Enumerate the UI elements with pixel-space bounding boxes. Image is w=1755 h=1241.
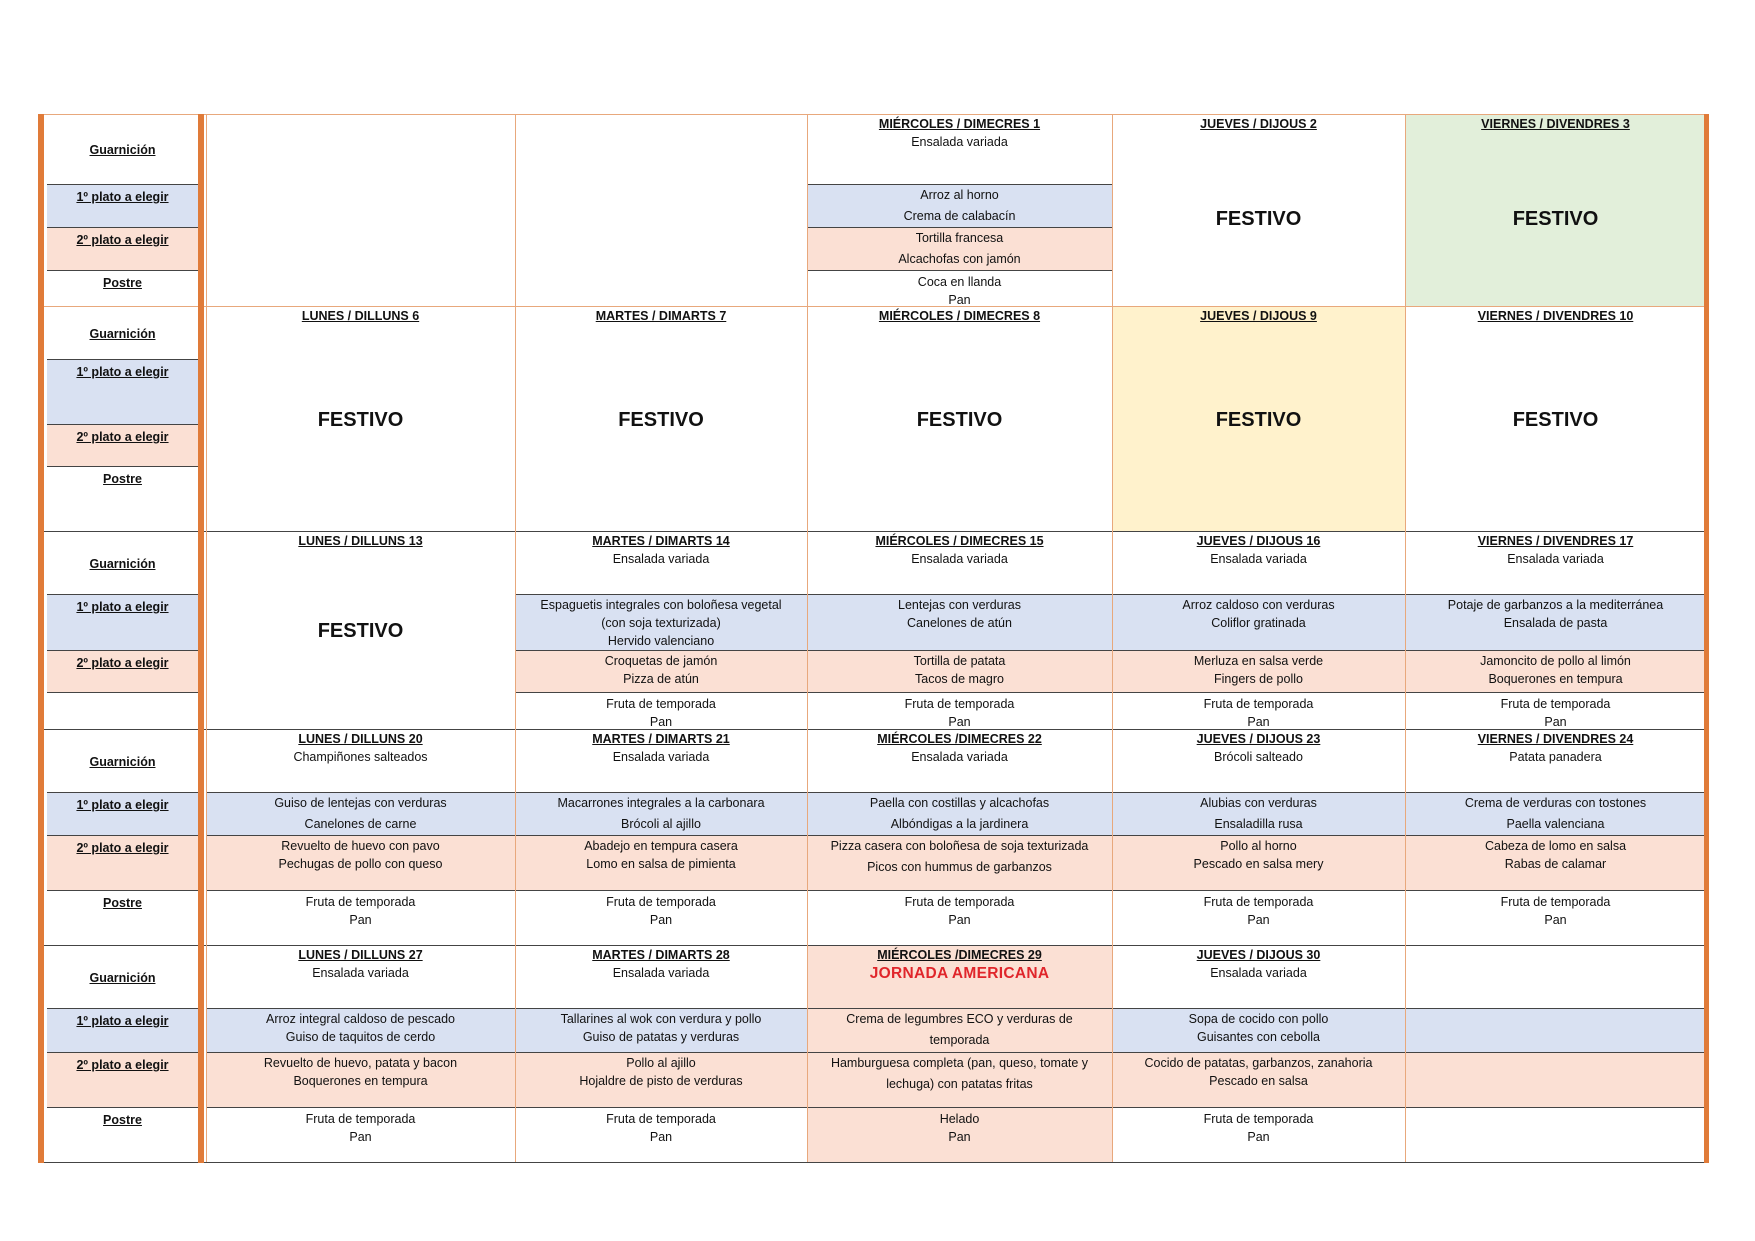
label-guarnicion: Guarnición — [89, 755, 156, 769]
label-row-line — [47, 650, 198, 651]
plato2-item: Rabas de calamar — [1504, 857, 1607, 871]
week-border — [40, 114, 1706, 115]
row-line — [1112, 1008, 1405, 1009]
postre-item: Pan — [649, 1130, 673, 1144]
postre-item: Fruta de temporada — [606, 1112, 716, 1126]
guarnicion-item: Ensalada variada — [1210, 966, 1307, 980]
row-line — [206, 890, 515, 891]
label-row-line — [47, 424, 198, 425]
label-row-line — [47, 227, 198, 228]
plato2-item: Fingers de pollo — [1214, 672, 1303, 686]
postre-item: Pan — [1544, 715, 1567, 729]
plato1-item: Potaje de garbanzos a la mediterránea — [1447, 598, 1664, 612]
row-line — [1405, 1008, 1706, 1009]
plato2-item: Hojaldre de pisto de verduras — [579, 1074, 743, 1088]
label-plato1: 1º plato a elegir — [76, 1014, 169, 1028]
row-line — [515, 890, 807, 891]
day-header: VIERNES / DIVENDRES 17 — [1477, 534, 1634, 548]
day-header: LUNES / DILLUNS 13 — [298, 534, 423, 548]
label-plato2: 2º plato a elegir — [76, 430, 169, 444]
plato2-item: Lomo en salsa de pimienta — [586, 857, 736, 871]
festivo-label: FESTIVO — [317, 409, 404, 431]
plato2-item: Jamoncito de pollo al limón — [1480, 654, 1631, 668]
plato1-item: Ensalada de pasta — [1503, 616, 1608, 630]
plato2-item: Boquerones en tempura — [293, 1074, 428, 1088]
label-plato2: 2º plato a elegir — [76, 1058, 169, 1072]
empty-band-plato2 — [1405, 1052, 1706, 1107]
postre-item: Pan — [948, 293, 971, 307]
empty-band-plato1 — [1405, 1008, 1706, 1052]
label-row-line — [47, 1052, 198, 1053]
day-header: MIÉRCOLES / DIMECRES 8 — [878, 309, 1041, 323]
label-row-line — [47, 1107, 198, 1108]
row-line — [1112, 1052, 1405, 1053]
row-line — [515, 792, 807, 793]
row-line — [807, 650, 1112, 651]
row-line — [515, 650, 807, 651]
guarnicion-item: Ensalada variada — [612, 966, 710, 980]
right-border-bar — [1704, 114, 1709, 1163]
row-line — [206, 1008, 515, 1009]
guarnicion-item: Ensalada variada — [1507, 552, 1604, 566]
column-line — [807, 114, 808, 1162]
sheet-bottom — [40, 1162, 1706, 1163]
postre-item: Fruta de temporada — [1500, 697, 1611, 711]
plato2-item: Merluza en salsa verde — [1193, 654, 1324, 668]
postre-item: Pan — [948, 1130, 971, 1144]
day-header: VIERNES / DIVENDRES 3 — [1481, 117, 1630, 131]
row-line — [807, 890, 1112, 891]
row-line — [807, 594, 1112, 595]
day-header: VIERNES / DIVENDRES 10 — [1477, 309, 1634, 323]
row-line — [1112, 890, 1405, 891]
row-line — [206, 1052, 515, 1053]
label-row-line — [47, 890, 198, 891]
day-header: MARTES / DIMARTS 14 — [592, 534, 730, 548]
label-postre: Postre — [103, 276, 142, 290]
guarnicion-item: Champiñones salteados — [293, 750, 428, 764]
plato1-item: (con soja texturizada) — [601, 616, 721, 630]
postre-item: Pan — [349, 913, 372, 927]
row-line — [1405, 650, 1706, 651]
plato1-item: Guiso de taquitos de cerdo — [285, 1030, 436, 1044]
plato1-item: Hervido valenciano — [607, 634, 715, 648]
festivo-label: FESTIVO — [1512, 409, 1599, 431]
plato1-item: Arroz caldoso con verduras — [1182, 598, 1335, 612]
label-row-line — [47, 270, 198, 271]
postre-item: Fruta de temporada — [904, 895, 1015, 909]
plato1-item: Paella con costillas y alcachofas — [869, 796, 1050, 810]
plato2-item: Croquetas de jamón — [604, 654, 718, 668]
plato1-item: Paella valenciana — [1506, 817, 1605, 831]
plato1-item: temporada — [929, 1033, 990, 1047]
row-line — [515, 1107, 807, 1108]
day-header: MARTES / DIMARTS 7 — [595, 309, 727, 323]
festivo-label: FESTIVO — [916, 409, 1003, 431]
plato2-item: Tortilla francesa — [915, 231, 1004, 245]
plato1-item: Coliflor gratinada — [1211, 616, 1306, 630]
plato2-item: Tortilla de patata — [913, 654, 1006, 668]
plato1-item: Lentejas con verduras — [898, 598, 1021, 612]
postre-item: Fruta de temporada — [1203, 697, 1314, 711]
plato1-item: Canelones de atún — [907, 616, 1012, 630]
day-header: MIÉRCOLES /DIMECRES 22 — [877, 732, 1042, 746]
plato2-item: Picos con hummus de garbanzos — [867, 860, 1052, 874]
row-line — [1405, 692, 1706, 693]
plato2-item: Pollo al horno — [1220, 839, 1297, 853]
plato1-item: Canelones de carne — [304, 817, 417, 831]
row-line — [1112, 792, 1405, 793]
left-border-bar — [38, 114, 44, 1163]
day-header: MIÉRCOLES / DIMECRES 15 — [875, 534, 1044, 548]
plato1-item: Crema de verduras con tostones — [1464, 796, 1647, 810]
label-plato2: 2º plato a elegir — [76, 656, 169, 670]
week-border — [40, 945, 1706, 946]
guarnicion-item: Ensalada variada — [1210, 552, 1307, 566]
plato2-item: Pollo al ajillo — [626, 1056, 696, 1070]
column-line — [515, 114, 516, 1162]
label-row-line — [47, 792, 198, 793]
row-line — [515, 1052, 807, 1053]
plato2-item: Pescado en salsa — [1209, 1074, 1308, 1088]
label-plato1: 1º plato a elegir — [76, 365, 169, 379]
label-row-line — [47, 594, 198, 595]
plato1-item: Arroz integral caldoso de pescado — [265, 1012, 455, 1026]
label-guarnicion: Guarnición — [89, 971, 156, 985]
row-line — [1405, 1107, 1706, 1108]
guarnicion-item: Ensalada variada — [612, 552, 710, 566]
plato2-item: Tacos de magro — [915, 672, 1004, 686]
row-line — [206, 1107, 515, 1108]
label-guarnicion: Guarnición — [89, 143, 156, 157]
plato2-item: Abadejo en tempura casera — [584, 839, 738, 853]
day-header: LUNES / DILLUNS 20 — [298, 732, 423, 746]
column-line — [1405, 114, 1406, 1162]
day-header: LUNES / DILLUNS 6 — [301, 309, 420, 323]
postre-item: Pan — [649, 715, 673, 729]
day-header: MIÉRCOLES / DIMECRES 1 — [878, 117, 1041, 131]
festivo-label: FESTIVO — [1215, 409, 1302, 431]
row-line — [807, 1052, 1112, 1053]
row-line — [807, 692, 1112, 693]
label-plato1: 1º plato a elegir — [76, 600, 169, 614]
row-line — [206, 792, 515, 793]
row-line — [1405, 890, 1706, 891]
row-line — [1405, 594, 1706, 595]
postre-item: Fruta de temporada — [1203, 1112, 1314, 1126]
festivo-label: FESTIVO — [1215, 208, 1302, 230]
jornada-label: JORNADA AMERICANA — [869, 965, 1050, 982]
label-row-line — [47, 835, 198, 836]
label-plato2: 2º plato a elegir — [76, 841, 169, 855]
row-line — [515, 692, 807, 693]
postre-item: Fruta de temporada — [305, 895, 416, 909]
plato1-item: Macarrones integrales a la carbonara — [557, 796, 765, 810]
row-line — [1112, 692, 1405, 693]
postre-item: Pan — [1247, 1130, 1270, 1144]
day-header: LUNES / DILLUNS 27 — [298, 948, 423, 962]
plato2-item: Cabeza de lomo en salsa — [1484, 839, 1627, 853]
postre-item: Fruta de temporada — [1500, 895, 1611, 909]
plato2-item: lechuga) con patatas fritas — [886, 1077, 1033, 1091]
plato2-item: Cocido de patatas, garbanzos, zanahoria — [1144, 1056, 1373, 1070]
postre-item: Pan — [349, 1130, 372, 1144]
postre-item: Fruta de temporada — [904, 697, 1015, 711]
plato1-item: Sopa de cocido con pollo — [1188, 1012, 1329, 1026]
label-plato1: 1º plato a elegir — [76, 798, 169, 812]
postre-item: Pan — [1247, 913, 1270, 927]
plato1-item: Ensaladilla rusa — [1214, 817, 1303, 831]
label-row-line — [47, 1008, 198, 1009]
plato1-item: Guiso de lentejas con verduras — [274, 796, 447, 810]
postre-item: Pan — [1544, 913, 1567, 927]
guarnicion-item: Ensalada variada — [312, 966, 409, 980]
row-line — [1112, 594, 1405, 595]
row-line — [1112, 1107, 1405, 1108]
plato2-item: Pescado en salsa mery — [1193, 857, 1324, 871]
plato1-item: Brócoli al ajillo — [621, 817, 701, 831]
plato1-item: Espaguetis integrales con boloñesa vegetal — [540, 598, 782, 612]
label-divider-bar — [198, 114, 204, 1163]
plato1-item: Arroz al horno — [920, 188, 999, 202]
label-row-line — [47, 184, 198, 185]
label-postre: Postre — [103, 896, 142, 910]
guarnicion-item: Brócoli salteado — [1214, 750, 1303, 764]
guarnicion-item: Patata panadera — [1509, 750, 1602, 764]
postre-item: Pan — [1247, 715, 1270, 729]
plato1-item: Crema de legumbres ECO y verduras de — [846, 1012, 1073, 1026]
row-line — [1405, 792, 1706, 793]
row-line — [807, 792, 1112, 793]
day-header: VIERNES / DIVENDRES 24 — [1477, 732, 1634, 746]
label-postre: Postre — [103, 1113, 142, 1127]
guarnicion-item: Ensalada variada — [612, 750, 710, 764]
row-line — [807, 1107, 1112, 1108]
label-postre: Postre — [103, 472, 142, 486]
postre-item: Fruta de temporada — [305, 1112, 416, 1126]
festivo-label: FESTIVO — [618, 409, 704, 431]
label-row-line — [47, 466, 198, 467]
row-line — [515, 594, 807, 595]
week-border — [40, 531, 1706, 532]
day-header: JUEVES / DIJOUS 9 — [1200, 309, 1317, 323]
postre-item: Pan — [948, 913, 971, 927]
day-header: MIÉRCOLES /DIMECRES 29 — [877, 948, 1042, 962]
guarnicion-item: Ensalada variada — [911, 135, 1008, 149]
guarnicion-item: Ensalada variada — [911, 750, 1008, 764]
plato2-item: Alcachofas con jamón — [898, 252, 1021, 266]
plato2-item: Pizza de atún — [623, 672, 699, 686]
day-header: MARTES / DIMARTS 28 — [592, 948, 730, 962]
label-plato2: 2º plato a elegir — [76, 233, 169, 247]
plato2-item: Hamburguesa completa (pan, queso, tomate y — [830, 1056, 1089, 1070]
postre-item: Coca en llanda — [917, 275, 1002, 289]
label-row-line — [47, 692, 198, 693]
row-line — [515, 1008, 807, 1009]
plato2-item: Boquerones en tempura — [1488, 672, 1623, 686]
row-line — [1112, 650, 1405, 651]
day-header: MARTES / DIMARTS 21 — [592, 732, 730, 746]
row-line — [807, 1008, 1112, 1009]
plato2-item: Pechugas de pollo con queso — [278, 857, 443, 871]
postre-item: Fruta de temporada — [606, 697, 716, 711]
day-header: JUEVES / DIJOUS 30 — [1196, 948, 1321, 962]
festivo-label: FESTIVO — [317, 620, 404, 642]
plato2-item: Revuelto de huevo, patata y bacon — [263, 1056, 458, 1070]
row-line — [1405, 1052, 1706, 1053]
plato1-item: Guiso de patatas y verduras — [582, 1030, 740, 1044]
plato2-item: Revuelto de huevo con pavo — [281, 839, 440, 853]
plato1-item: Tallarines al wok con verdura y pollo — [560, 1012, 762, 1026]
label-guarnicion: Guarnición — [89, 327, 156, 341]
plato1-item: Alubias con verduras — [1200, 796, 1317, 810]
day-header: JUEVES / DIJOUS 2 — [1200, 117, 1317, 131]
plato1-item: Crema de calabacín — [903, 209, 1016, 223]
plato2-item: Pizza casera con boloñesa de soja texturizada — [830, 839, 1089, 853]
label-plato1: 1º plato a elegir — [76, 190, 169, 204]
column-line — [206, 114, 207, 1162]
postre-item: Fruta de temporada — [1203, 895, 1314, 909]
postre-item: Pan — [649, 913, 673, 927]
postre-item: Helado — [939, 1112, 980, 1126]
day-header: JUEVES / DIJOUS 16 — [1196, 534, 1321, 548]
festivo-label: FESTIVO — [1512, 208, 1599, 230]
label-guarnicion: Guarnición — [89, 557, 156, 571]
label-row-line — [47, 359, 198, 360]
day-header: JUEVES / DIJOUS 23 — [1196, 732, 1321, 746]
postre-item: Pan — [948, 715, 971, 729]
row-line — [807, 184, 1112, 185]
plato1-item: Albóndigas a la jardinera — [890, 817, 1029, 831]
plato1-item: Guisantes con cebolla — [1197, 1030, 1320, 1044]
postre-item: Fruta de temporada — [606, 895, 716, 909]
column-line — [1112, 114, 1113, 1162]
guarnicion-item: Ensalada variada — [911, 552, 1008, 566]
